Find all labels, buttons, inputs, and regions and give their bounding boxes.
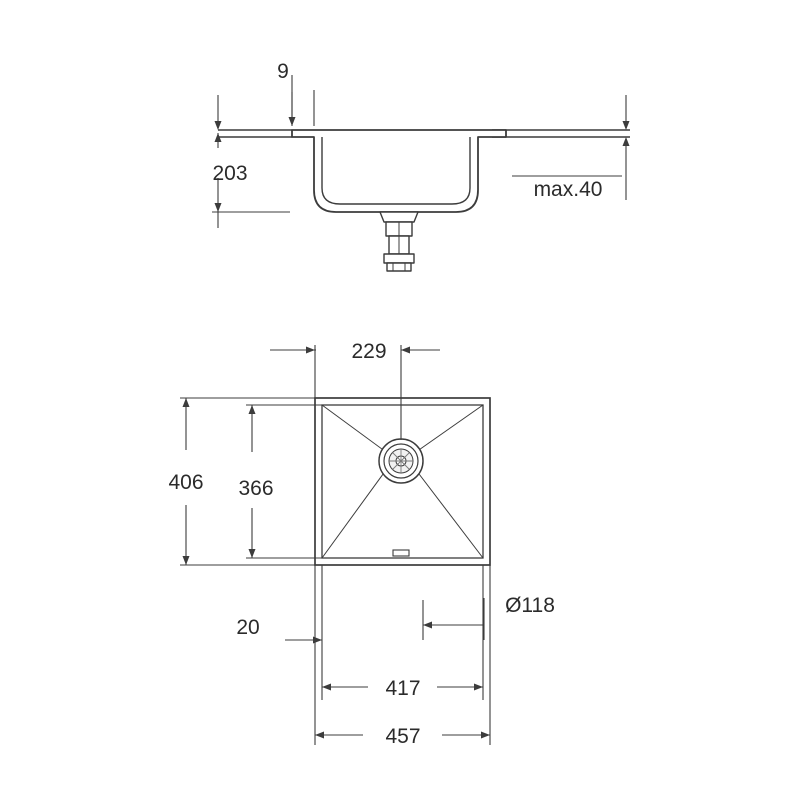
arrow-229-right <box>401 347 410 354</box>
arrow-max40-top <box>623 121 630 130</box>
label-inner-width-417: 417 <box>385 677 421 700</box>
arrow-d118 <box>423 622 432 629</box>
label-outer-width-457: 457 <box>385 725 421 748</box>
arrow-max40-bottom <box>623 137 630 146</box>
arrow-366-top <box>249 405 256 414</box>
arrow-406-top <box>183 398 190 407</box>
basin-section-outline <box>292 130 506 212</box>
drain-assembly <box>380 212 418 271</box>
arrow-457-right <box>481 732 490 739</box>
label-counter-thickness-max40: max.40 <box>533 178 603 201</box>
drain-grate-spokes <box>389 449 413 473</box>
arrow-417-left <box>322 684 331 691</box>
label-inner-height-366: 366 <box>238 477 274 500</box>
label-basin-depth-203: 203 <box>212 162 248 185</box>
label-outer-height-406: 406 <box>168 471 204 494</box>
overflow-slot <box>393 550 409 556</box>
arrow-366-bottom <box>249 549 256 558</box>
label-drain-offset-229: 229 <box>351 340 387 363</box>
drain-plan <box>379 439 423 483</box>
label-corner-offset-20: 20 <box>236 616 260 639</box>
label-drain-diameter: Ø118 <box>505 594 555 617</box>
arrow-9 <box>289 117 296 126</box>
arrow-left-top <box>215 121 222 130</box>
arrow-203-bottom <box>215 203 222 212</box>
plan-view <box>315 398 490 565</box>
arrow-20-right <box>313 637 322 644</box>
arrow-417-right <box>474 684 483 691</box>
arrow-406-bottom <box>183 556 190 565</box>
arrow-229-left <box>306 347 315 354</box>
label-flange-9: 9 <box>277 60 289 83</box>
arrow-457-left <box>315 732 324 739</box>
